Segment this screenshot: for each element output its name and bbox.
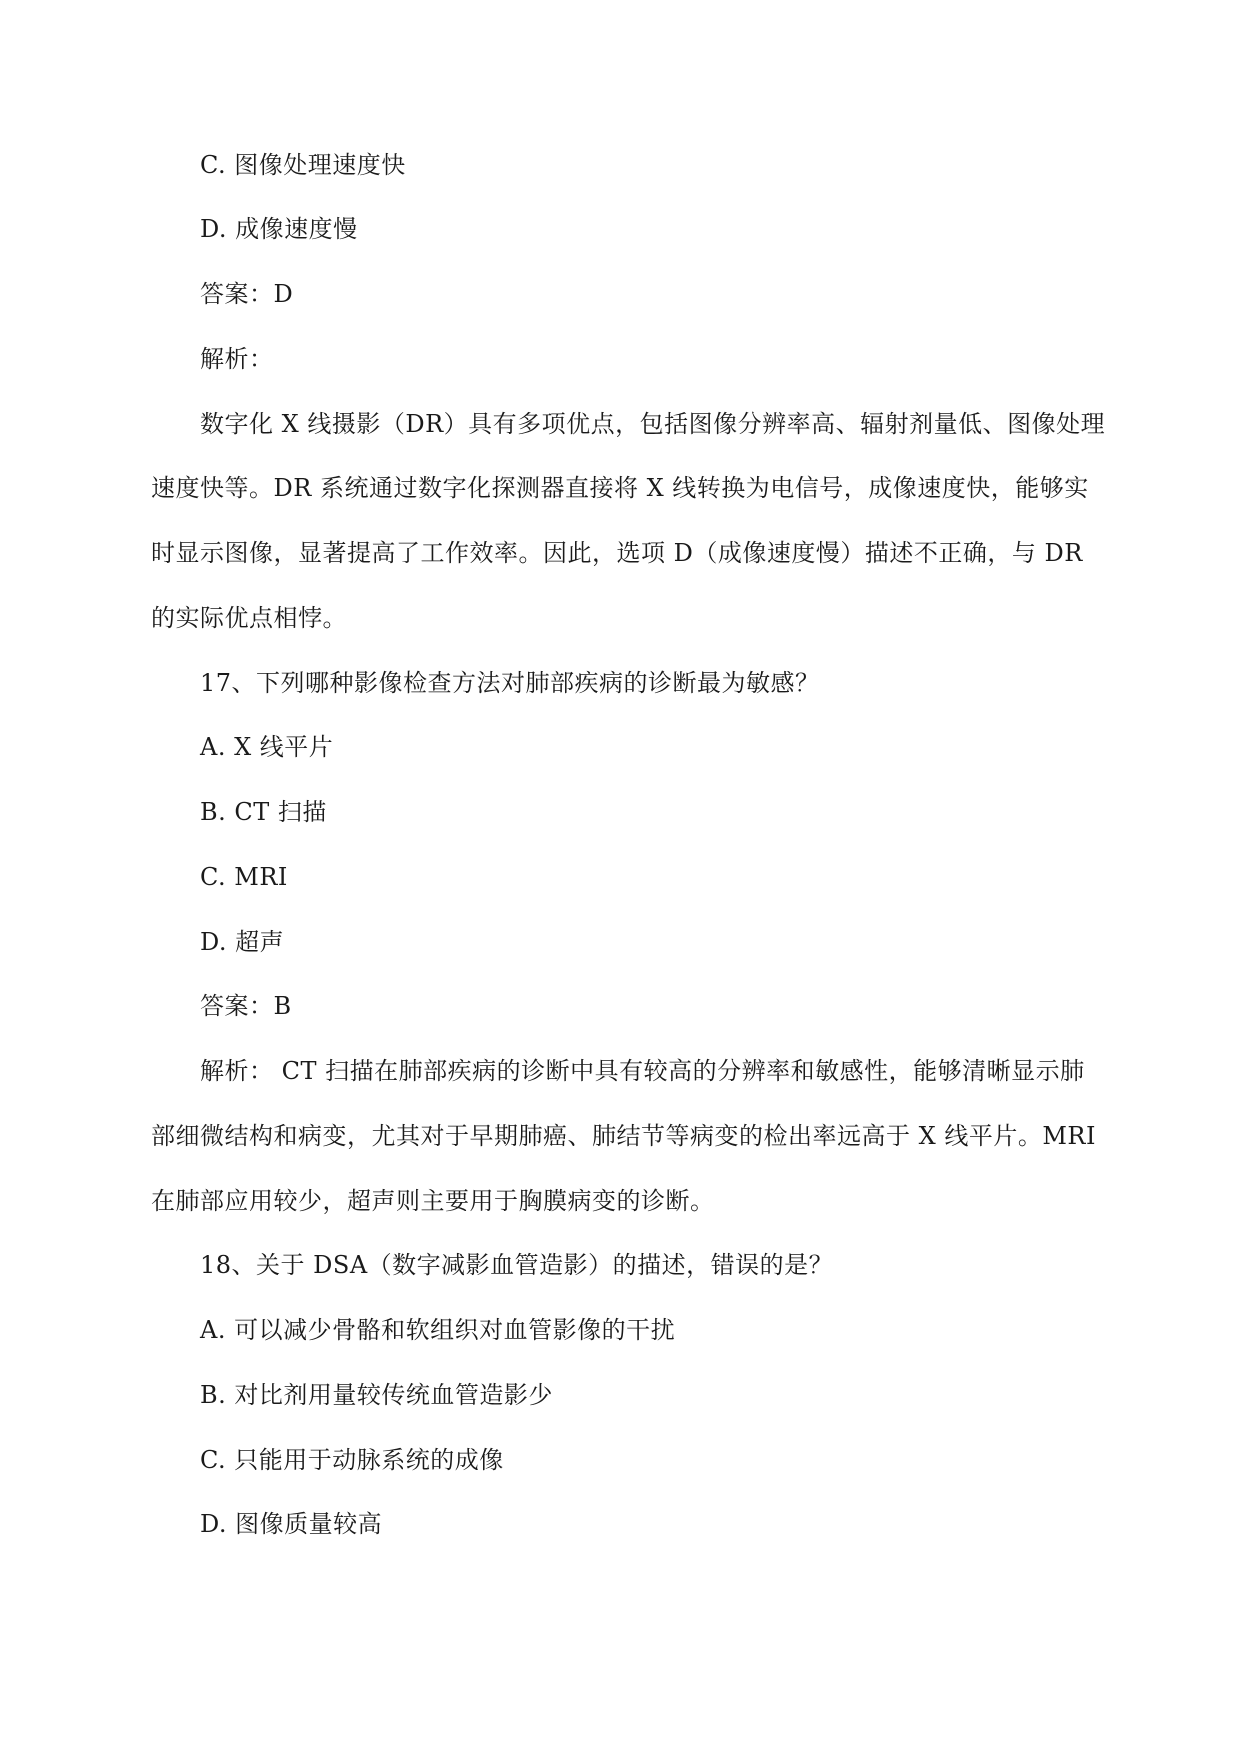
- q17-option-a: A. X 线平片: [200, 733, 334, 761]
- q18-option-b: B. 对比剂用量较传统血管造影少: [200, 1381, 553, 1409]
- q16-option-c: C. 图像处理速度快: [200, 151, 406, 179]
- q16-analysis-line-3: 时显示图像，显著提高了工作效率。因此，选项 D（成像速度慢）描述不正确，与 DR: [151, 539, 1083, 567]
- q17-option-b: B. CT 扫描: [200, 798, 327, 826]
- q17-analysis-line-2: 部细微结构和病变，尤其对于早期肺癌、肺结节等病变的检出率远高于 X 线平片。MRI: [151, 1122, 1096, 1150]
- q16-analysis-line-2: 速度快等。DR 系统通过数字化探测器直接将 X 线转换为电信号，成像速度快，能够实: [151, 474, 1089, 502]
- q18-option-a: A. 可以减少骨骼和软组织对血管影像的干扰: [200, 1316, 676, 1344]
- q16-analysis-line-4: 的实际优点相悖。: [151, 604, 347, 632]
- q16-option-d: D. 成像速度慢: [200, 215, 358, 243]
- q18-option-d: D. 图像质量较高: [200, 1510, 383, 1538]
- q16-answer: 答案：D: [200, 280, 294, 308]
- q17-analysis-line-1: 解析： CT 扫描在肺部疾病的诊断中具有较高的分辨率和敏感性，能够清晰显示肺: [200, 1057, 1085, 1085]
- q17-question: 17、下列哪种影像检查方法对肺部疾病的诊断最为敏感？: [200, 669, 820, 697]
- q17-option-c: C. MRI: [200, 863, 288, 891]
- q17-option-d: D. 超声: [200, 928, 285, 956]
- q16-analysis-line-1: 数字化 X 线摄影（DR）具有多项优点，包括图像分辨率高、辐射剂量低、图像处理: [200, 410, 1106, 438]
- q17-analysis-line-3: 在肺部应用较少，超声则主要用于胸膜病变的诊断。: [151, 1187, 715, 1215]
- q18-option-c: C. 只能用于动脉系统的成像: [200, 1446, 504, 1474]
- q18-question: 18、关于 DSA（数字减影血管造影）的描述，错误的是？: [200, 1251, 834, 1279]
- q16-analysis-label: 解析：: [200, 345, 274, 373]
- q17-answer: 答案：B: [200, 992, 292, 1020]
